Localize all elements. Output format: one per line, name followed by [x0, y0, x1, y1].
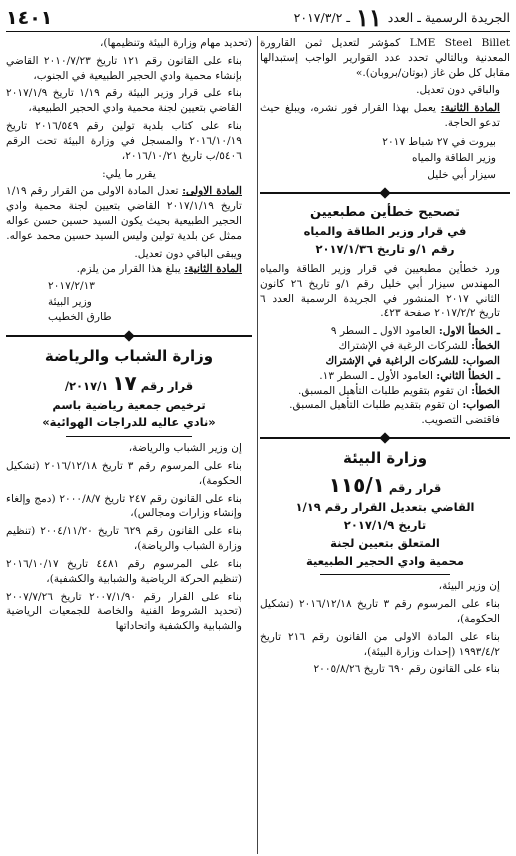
section-separator	[260, 189, 510, 197]
correction-close: فاقتضى التصويب.	[421, 414, 500, 427]
paragraph: إن وزير البيئة،	[438, 580, 500, 593]
correction-body: ورد خطأين مطبعيين في قرار وزير الطاقة والمياه المهندس سيزار أبي خليل رقم ١/و تاريخ ٢٦ كانون الثاني ٢٠١٧ المنشور في الجريدة الرسمية العدد ٦ تاريخ ٢٠١٧/٢/٢ صفحة ٤٢٣.	[260, 262, 500, 320]
paragraph: بناء على قرار وزير البيئة رقم ١/١٩ تاريخ ٢٠١٧/١/٩ القاضي بتعيين لجنة محمية وادي الحجير الطبيعية،	[6, 87, 242, 115]
ministry-title: وزارة الشباب والرياضة	[44, 346, 214, 365]
section-separator	[6, 332, 252, 340]
paragraph: بناء على القانون رقم ٢٤٧ تاريخ ٢٠٠٠/٨/٧ (دمج وإلغاء وإنشاء وزارات ومجالس)،	[6, 492, 242, 520]
error-2: ـ الخطأ الثاني: العامود الأول ـ السطر ١٣.	[319, 369, 500, 382]
paragraph: بناء على القرار رقم ٢٠٠٧/١/٩٠ تاريخ ٢٠٠٧/٧/٢٦ (تحديد الشروط الفنية والخاصة للجمعيات الرياضية والشبابية والكشفية واتحاداتها	[6, 590, 242, 633]
paragraph: بناء على القانون رقم ٦٢٩ تاريخ ٢٠٠٤/١١/٢٠ (تنظيم وزارة الشباب والرياضة)،	[6, 525, 242, 553]
error-2-wrong: الخطأ: ان تقوم بتقويم طلبات التأهيل المسبق.	[298, 384, 500, 397]
signatory-title: وزير البيئة	[48, 295, 92, 308]
paragraph: بناء على المادة الاولى من القانون رقم ٢١٦ تاريخ ١٩٩٣/٤/٢ (إحداث وزارة البيئة)،	[260, 630, 500, 658]
correction-subtitle: رقم ١/و تاريخ ٢٠١٧/١/٣٦	[315, 242, 455, 257]
article-1: المادة الاولى: تعدل المادة الاولى من القرار رقم ١/١٩ تاريخ ٢٠١٧/١/١٩ القاضي بتعيين لجنة محمية وادي الحجير الطبيعية بحيث يكون السيد حسين حسن عواله ممثل عن بلدية تولين وليس السيد حسين محمد عواله.	[6, 185, 242, 242]
decree-number: قرار رقم ١١٥/١	[328, 473, 442, 498]
decides-heading: يقرر ما يلي:	[102, 167, 156, 180]
issue-number: ١١	[356, 2, 382, 32]
error-1-right: الصواب: للشركات الراغبة في الإشتراك	[325, 354, 500, 367]
decree-subject: محمية وادي الحجير الطبيعية	[305, 553, 465, 568]
correction-title: تصحيح خطأين مطبعيين	[310, 205, 460, 221]
ministry-title: وزارة البيئة	[342, 449, 428, 468]
correction-subtitle: في قرار وزير الطاقة والمياه	[303, 224, 467, 239]
signature-block	[6, 279, 252, 325]
paragraph: LME Steel Billet كمؤشر لتعديل ثمن القارورة المعدنية وبالتالي تحدد عدد القوارير الواجب إستبدالها مقابل كل طن غاز (بوتان/بروبان).»	[260, 37, 510, 79]
short-rule	[66, 436, 192, 437]
error-1: ـ الخطأ الاول: العامود الاول ـ السطر ٩	[330, 325, 500, 338]
paragraph: بناء على المرسوم رقم ٣ تاريخ ٢٠١٦/١٢/١٨ (تشكيل الحكومة)،	[260, 598, 500, 625]
short-rule	[320, 574, 450, 575]
paragraph: بناء على القانون رقم ٦٩٠ تاريخ ٢٠٠٥/٨/٢٦	[313, 663, 500, 676]
decree-subject: تاريخ ٢٠١٧/١/٩	[343, 517, 427, 532]
paragraph: إن وزير الشباب والرياضة،	[128, 442, 242, 455]
signatory-name: سيزار أبي خليل	[427, 168, 496, 181]
paragraph: بناء على المرسوم رقم ٣ تاريخ ٢٠١٦/١٢/١٨ (تشكيل الحكومة)،	[6, 459, 242, 487]
paragraph: بناء على كتاب بلدية تولين رقم ٢٠١٦/٥٤٩ تاريخ ٢٠١٦/١٠/١٩ والمسجل في وزارة البيئة تحت الرقم ٥٤٠٦/ب تاريخ ٢٠١٦/١٠/٢١،	[6, 120, 242, 162]
decree-subject: ترخيص جمعية رياضية باسم	[52, 397, 206, 412]
article-2: المادة الثانية: يعمل بهذا القرار فور نشره، ويبلغ حيث تدعو الحاجة.	[260, 102, 500, 130]
paragraph: بناء على القانون رقم ١٢١ تاريخ ٢٠١٠/٧/٢٣ القاضي بإنشاء محمية وادي الحجير الطبيعية في الجنوب،	[6, 54, 242, 82]
paragraph: ويبقى الباقي دون تعديل.	[134, 247, 242, 260]
right-column	[260, 36, 510, 854]
gazette-title	[293, 2, 510, 32]
gazette-name: الجريدة الرسمية ـ العدد	[387, 10, 510, 25]
column-divider	[257, 36, 258, 854]
left-column	[6, 36, 252, 854]
error-1-wrong: الخطأ: للشركات الرغبة في الإشتراك	[338, 340, 500, 353]
signature-block	[260, 134, 510, 183]
place-date: بيروت في ٢٧ شباط ٢٠١٧	[382, 135, 496, 148]
page-number: ١٤٠١	[6, 6, 53, 29]
paragraph: بناء على المرسوم رقم ٤٤٨١ تاريخ ٢٠١٦/١٠/١٧ (تنظيم الحركة الرياضية والشبابية والكشفية)،	[6, 557, 242, 585]
page-header	[6, 4, 510, 32]
article-2: المادة الثانية: يبلغ هذا القرار من يلزم.	[76, 262, 242, 275]
decree-number: قرار رقم ١٧ ٢٠١٧/١/	[64, 370, 194, 395]
issue-date: ـ ٢٠١٧/٣/٢	[293, 10, 350, 25]
decree-subject: القاضي بتعديل القرار رقم ١/١٩	[295, 500, 475, 515]
paragraph: (تحديد مهام وزارة البيئة وتنظيمها)،	[99, 37, 252, 49]
paragraph: والباقي دون تعديل.	[416, 84, 500, 97]
error-2-right: الصواب: ان تقوم بتقديم طلبات التأهيل المسبق.	[289, 399, 500, 412]
decree-subject: «نادي عاليه للدراجات الهوائية»	[42, 415, 216, 430]
signatory-name: طارق الخطيب	[48, 311, 112, 324]
decree-subject: المتعلق بتعيين لجنة	[330, 535, 440, 550]
section-separator	[260, 434, 510, 442]
signatory-title: وزير الطاقة والمياه	[412, 152, 496, 165]
signature-date: ٢٠١٧/٢/١٣	[48, 280, 95, 293]
